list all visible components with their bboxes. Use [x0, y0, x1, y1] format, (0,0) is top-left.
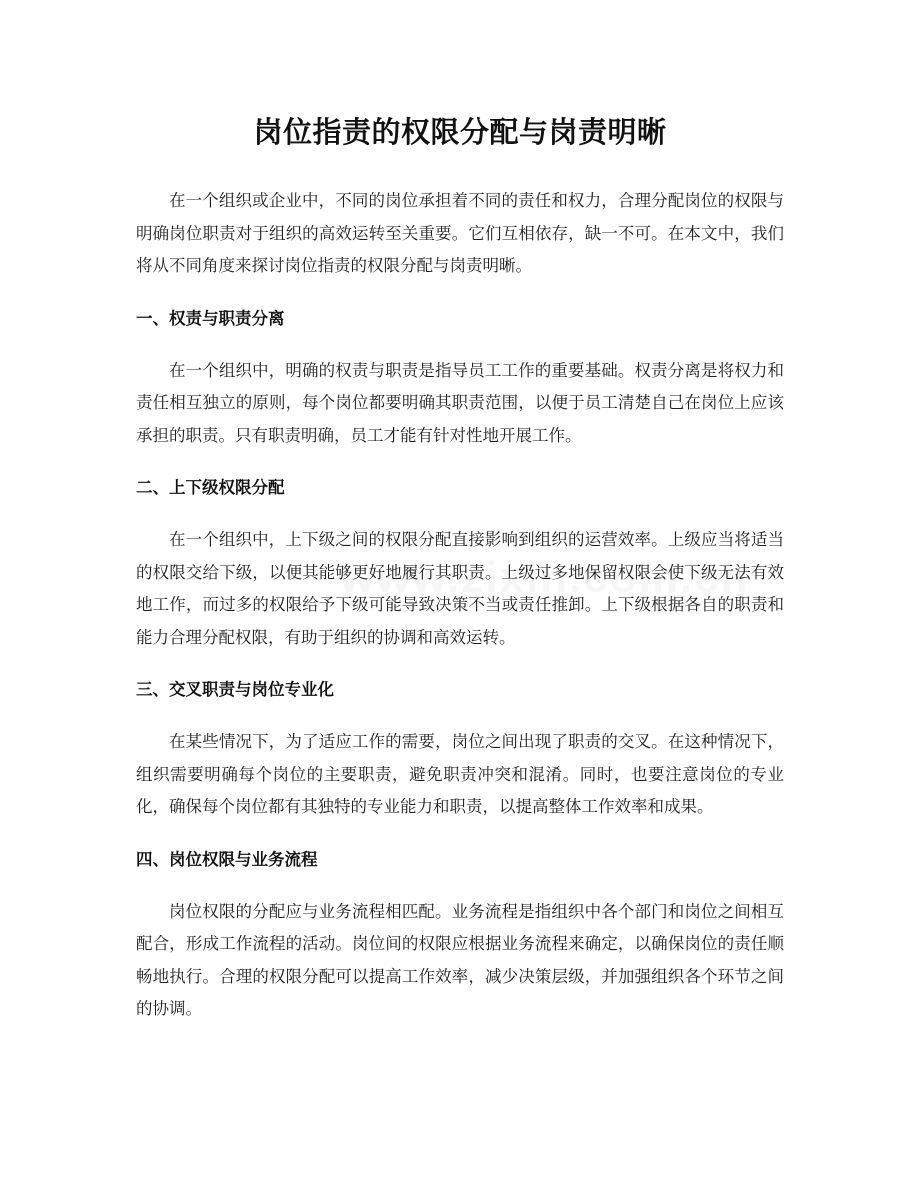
section-paragraph: 在某些情况下，为了适应工作的需要，岗位之间出现了职责的交叉。在这种情况下，组织需要明确每个岗位的主要职责，避免职责冲突和混淆。同时，也要注意岗位的专业化，确保每个岗位都有其独特的专业能力和职责，以提高整体工作效率和成果。 [136, 732, 784, 816]
section-heading: 三、交叉职责与岗位专业化 [136, 680, 334, 699]
section-heading: 二、上下级权限分配 [136, 478, 285, 497]
section-1 [136, 303, 784, 453]
document-title: 岗位指责的权限分配与岗责明晰 [253, 115, 667, 149]
section-heading: 四、岗位权限与业务流程 [136, 849, 318, 869]
section-paragraph: 在一个组织中，上下级之间的权限分配直接影响到组织的运营效率。上级应当将适当的权限交给下级，以便其能够更好地履行其职责。上级过多地保留权限会使下级无法有效地工作，而过多的权限给予下级可能导致决策不当或责任推卸。上下级根据各自的职责和能力合理分配权限，有助于组织的协调和高效运转。 [136, 530, 784, 647]
section-heading: 一、权责与职责分离 [136, 308, 285, 328]
section-paragraph: 岗位权限的分配应与业务流程相匹配。业务流程是指组织中各个部门和岗位之间相互配合，形成工作流程的活动。岗位间的权限应根据业务流程来确定，以确保岗位的责任顺畅地执行。合理的权限分配可以提高工作效率，减少决策层级，并加强组织各个环节之间的协调。 [136, 901, 784, 1018]
section-3 [136, 674, 784, 824]
section-2 [136, 472, 784, 654]
section-4 [136, 844, 784, 1026]
intro-paragraph: 在一个组织或企业中，不同的岗位承担着不同的责任和权力，合理分配岗位的权限与明确岗位职责对于组织的高效运转至关重要。它们互相依存，缺一不可。在本文中，我们将从不同角度来探讨岗位指责的权限分配与岗责明晰。 [136, 191, 784, 275]
section-paragraph: 在一个组织中，明确的权责与职责是指导员工工作的重要基础。权责分离是将权力和责任相互独立的原则，每个岗位都要明确其职责范围，以便于员工清楚自己在岗位上应该承担的职责。只有职责明确，员工才能有针对性地开展工作。 [136, 360, 784, 445]
